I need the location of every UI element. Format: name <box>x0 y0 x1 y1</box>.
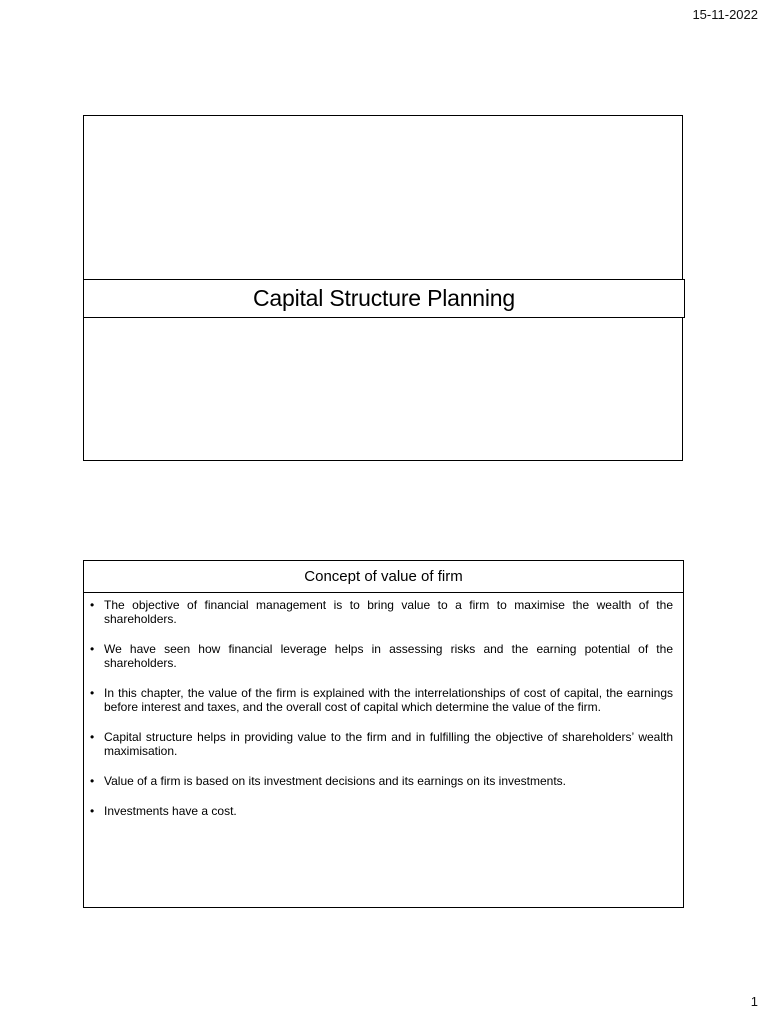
bullet-icon: • <box>90 804 95 818</box>
bullet-text: Capital structure helps in providing value to the firm and in fulfilling the objective of shareholders’ wealth maximisation. <box>104 730 673 758</box>
slide-1-title-band <box>83 279 685 318</box>
list-item <box>90 598 673 626</box>
slide-1-frame <box>83 115 683 461</box>
list-item <box>90 642 673 670</box>
list-item <box>90 804 673 818</box>
bullet-text: Value of a firm is based on its investment decisions and its earnings on its investments. <box>104 774 567 788</box>
list-item <box>90 686 673 714</box>
slide-1-title: Capital Structure Planning <box>252 285 515 311</box>
list-item <box>90 730 673 758</box>
page-number: 1 <box>750 994 758 1009</box>
print-date: 15-11-2022 <box>692 7 758 22</box>
bullet-icon: • <box>90 598 95 612</box>
bullet-icon: • <box>90 774 95 788</box>
list-item <box>90 774 673 788</box>
slide-2-frame <box>83 560 684 908</box>
bullet-list <box>84 593 683 818</box>
bullet-icon: • <box>90 730 95 744</box>
bullet-text: The objective of financial management is to bring value to a firm to maximise the wealth of the shareholders. <box>104 598 673 626</box>
bullet-text: Investments have a cost. <box>104 804 237 818</box>
bullet-text: We have seen how financial leverage helps in assessing risks and the earning potential of the shareholders. <box>104 642 673 670</box>
bullet-icon: • <box>90 686 95 700</box>
bullet-icon: • <box>90 642 95 656</box>
slide-2-title: Concept of value of firm <box>84 561 683 593</box>
bullet-text: In this chapter, the value of the firm is explained with the interrelationships of cost of capital, the earnings before interest and taxes, and the overall cost of capital which determine the value of the firm. <box>104 686 673 714</box>
